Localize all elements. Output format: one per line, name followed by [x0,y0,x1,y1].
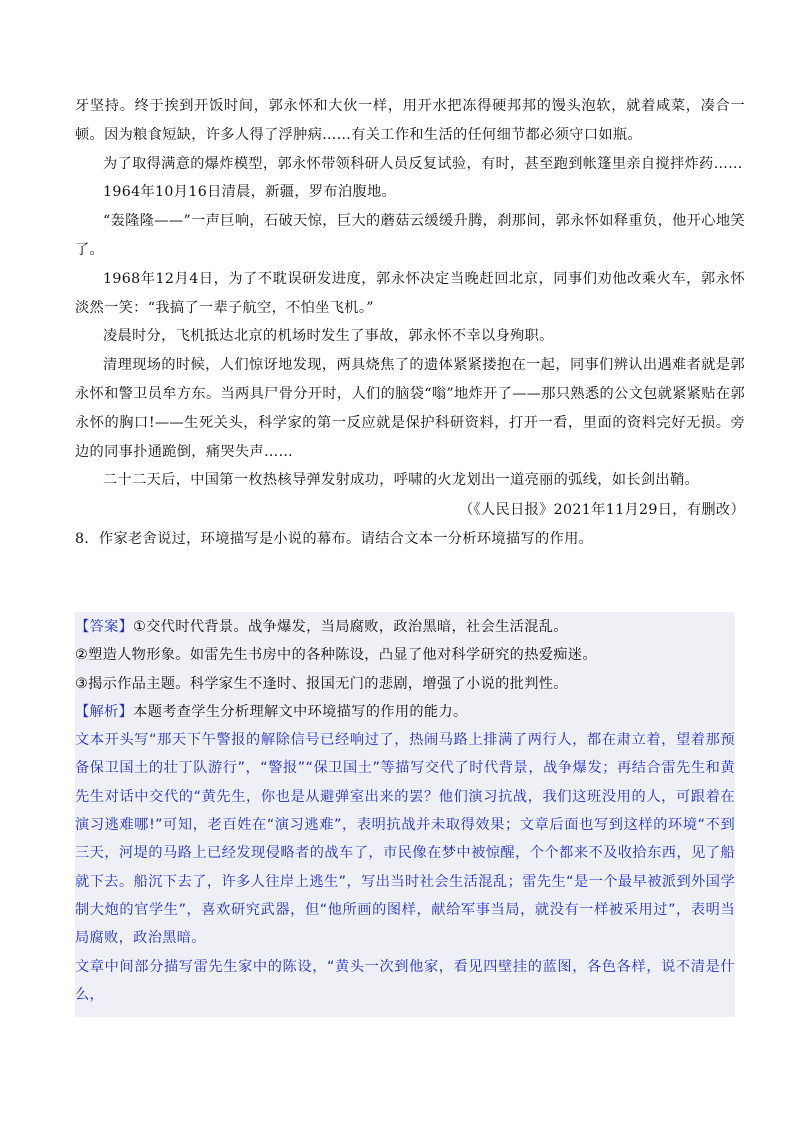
story-paragraph: 清理现场的时候，人们惊讶地发现，两具烧焦了的遗体紧紧搂抱在一起，同事们辨认出遇难者就是郭永怀和警卫员牟方东。当两具尸骨分开时，人们的脑袋“嗡”地炸开了——那只熟悉的公文包就紧紧贴在郭永怀的胸口!——生死关头，科学家的第一反应就是保护科研资料，打开一看，里面的资料完好无损。旁边的同事扑通跪倒，痛哭失声…… [75,357,745,460]
story-paragraph: 凌晨时分，飞机抵达北京的机场时发生了事故，郭永怀不幸以身殉职。 [103,328,554,345]
answer-text: ①交代时代背景。战争爆发，当局腐败，政治黑暗，社会生活混乱。 [133,619,568,635]
story-paragraph: 1964年10月16日清晨，新疆，罗布泊腹地。 [103,184,397,201]
analysis-paragraph: 文本开头写“那天下午警报的解除信号已经响过了，热闹马路上排满了两行人，都在肃立着，望着那预备保卫国土的壮丁队游行”，“警报”“保卫国土”等描写交代了时代背景，战争爆发；再结合雷先生和黄先生对话中交代的“黄先生，你也是从避弹室出来的罢？他们演习抗战，我们这班没用的人，可跟着在演习逃难哪!”可知，老百姓在“演习逃难”，表明抗战并未取得效果；文章后面也写到这样的环境“不到三天，河堤的马路上已经发现侵略者的战车了，市民像在梦中被惊醒，个个都来不及收拾东西，见了船就下去。船沉下去了，许多人往岸上逃生”，写出当时社会生活混乱；雷先生“是一个最早被派到外国学制大炮的官学生”，喜欢研究武器，但“他所画的图样，献给军事当局，就没有一样被采用过”，表明当局腐败，政治黑暗。 [75,732,735,947]
story-paragraph: “轰隆隆——”一声巨响，石破天惊，巨大的蘑菇云缓缓升腾，刹那间，郭永怀如释重负，他开心地笑了。 [75,213,745,258]
story-excerpt [75,92,745,554]
analysis-line [75,698,735,726]
analysis-paragraph: 文章中间部分描写雷先生家中的陈设，“黄头一次到他家，看见四壁挂的蓝图，各色各样，说不清是什么， [75,958,735,1003]
answer-section [75,613,735,1009]
story-paragraph: 1968年12月4日，为了不耽误研发进度，郭永怀决定当晚赶回北京，同事们劝他改乘火车，郭永怀淡然一笑：“我搞了一辈子航空，不怕坐飞机。” [75,270,745,316]
story-paragraph: 二十二天后，中国第一枚热核导弹发射成功，呼啸的火龙划出一道亮丽的弧线，如长剑出鞘。 [103,472,700,489]
analysis-tag: 【解析】 [75,703,134,720]
answer-line: ③揭示作品主题。科学家生不逢时、报国无门的悲剧，增强了小说的批判性。 [75,675,568,692]
story-source: （《人民日报》2021年11月29日，有删改） [459,502,745,519]
story-paragraph: 为了取得满意的爆炸模型，郭永怀带领科研人员反复试验，有时，甚至跑到帐篷里亲自搅拌炸药…… [103,155,743,172]
answer-line: ②塑造人物形象。如雷先生书房中的各种陈设，凸显了他对科学研究的热爱痴迷。 [75,647,597,664]
answer-line [75,613,735,641]
question-8: 8．作家老舍说过，环境描写是小说的幕布。请结合文本一分析环境描写的作用。 [75,530,594,547]
analysis-intro: 本题考查学生分析理解文中环境描写的作用的能力。 [133,703,468,720]
story-paragraph: 牙坚持。终于挨到开饭时间，郭永怀和大伙一样，用开水把冻得硬邦邦的馒头泡软，就着咸菜，凑合一顿。因为粮食短缺，许多人得了浮肿病……有关工作和生活的任何细节都必须守口如瓶。 [75,98,745,143]
answer-tag: 【答案】 [75,619,134,635]
